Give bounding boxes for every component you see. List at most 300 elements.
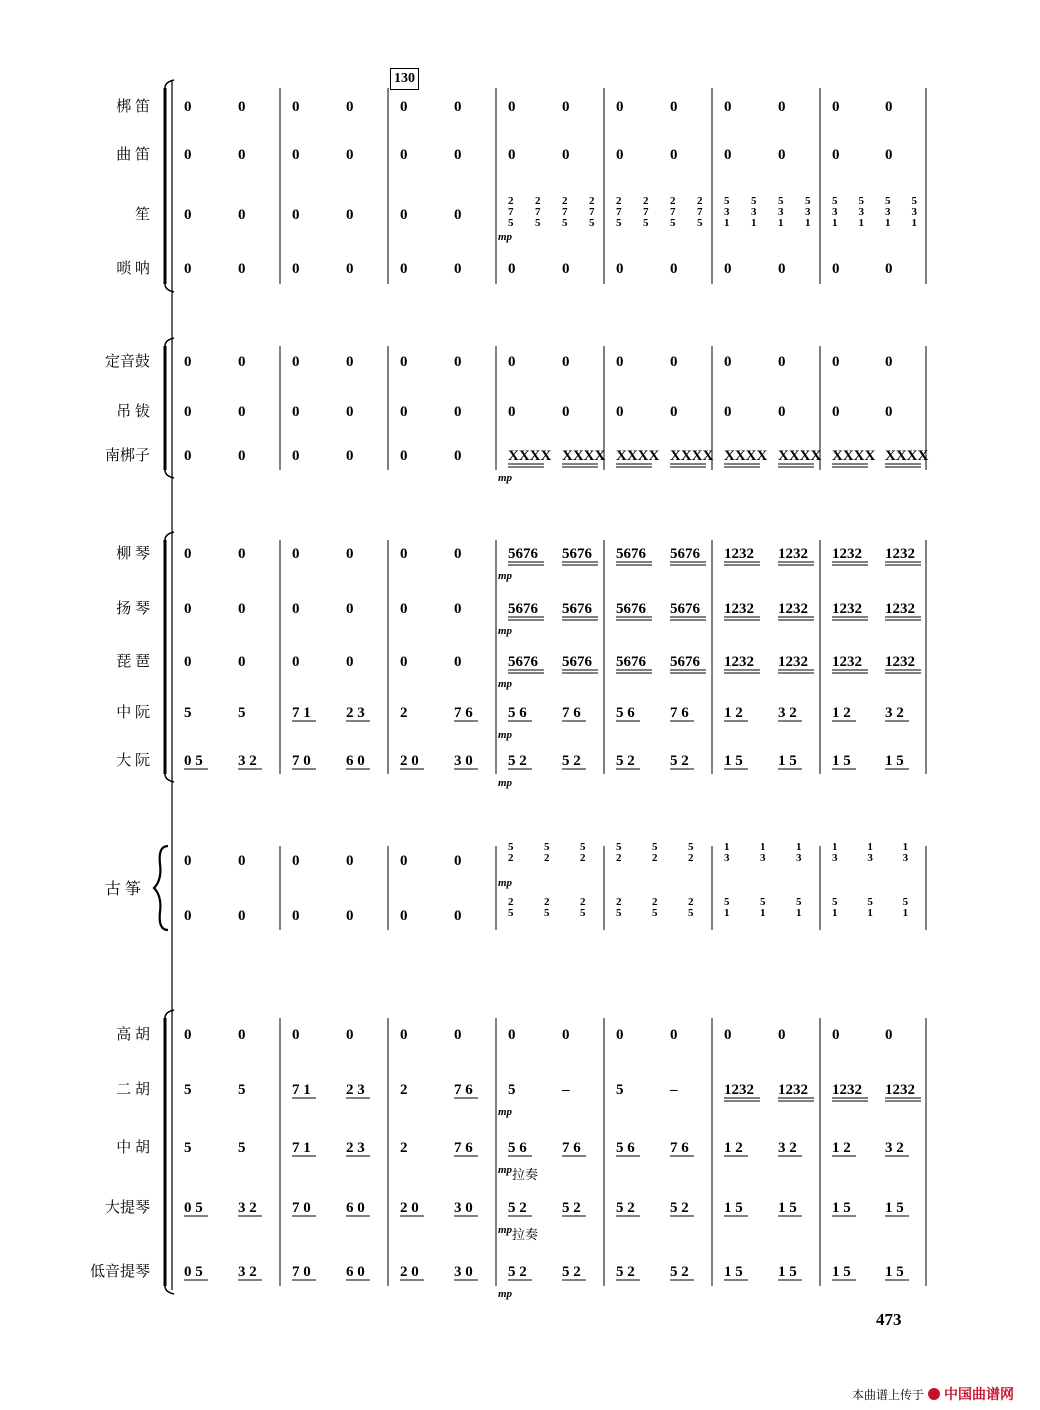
chord-note: 5 <box>580 841 586 853</box>
instrument-label: 吊 钹 <box>116 404 150 420</box>
chord-note: 2 <box>544 896 550 908</box>
chord-note: 1 <box>796 907 802 919</box>
chord-note: 3 <box>751 206 757 218</box>
chord-note: 7 <box>697 206 703 218</box>
note: 0 <box>778 1027 786 1043</box>
note: 5 2 <box>616 1200 635 1216</box>
note: 0 <box>292 853 300 869</box>
note: 0 <box>508 404 516 420</box>
note: 0 <box>292 601 300 617</box>
brace <box>154 846 168 930</box>
staff-contrabass <box>90 1262 909 1300</box>
chord-note: 5 <box>724 195 730 207</box>
note: 0 <box>454 261 462 277</box>
note: 7 0 <box>292 1264 311 1280</box>
group-winds <box>116 80 926 292</box>
note: XXXX <box>724 448 768 464</box>
chord-note: 3 <box>867 852 873 864</box>
chord-note: 1 <box>778 217 784 229</box>
note: 0 <box>346 261 354 277</box>
note: 0 <box>562 261 570 277</box>
chord-note: 5 <box>535 217 541 229</box>
note: 0 <box>346 908 354 924</box>
chord-note: 1 <box>832 217 838 229</box>
note: 1 2 <box>724 705 743 721</box>
instrument-label: 唢 呐 <box>116 261 150 277</box>
note: 0 <box>184 546 192 562</box>
instrument-label: 定音鼓 <box>104 354 150 370</box>
note: 0 <box>400 601 408 617</box>
note: 0 <box>562 1027 570 1043</box>
note: 0 <box>454 654 462 670</box>
note: 0 <box>454 908 462 924</box>
staff-daruan <box>116 752 909 789</box>
chord-note: 5 <box>508 841 514 853</box>
note: XXXX <box>562 448 606 464</box>
instrument-label: 二 胡 <box>116 1082 150 1098</box>
note: 0 <box>454 853 462 869</box>
note: 1 2 <box>832 705 851 721</box>
chord-note: 1 <box>832 907 838 919</box>
note: 5 <box>616 1082 624 1098</box>
note: 0 <box>184 207 192 223</box>
staff-gaohu <box>116 1025 892 1043</box>
note: 0 <box>778 354 786 370</box>
note: 1232 <box>832 654 862 670</box>
note: 0 <box>562 404 570 420</box>
staff-timpani <box>105 352 893 370</box>
chord-note: 5 <box>670 217 676 229</box>
note: 3 2 <box>885 1140 904 1156</box>
chord-note: 1 <box>911 217 917 229</box>
note: 5 <box>184 1140 192 1156</box>
chord-note: 5 <box>616 907 622 919</box>
note: 5 <box>508 1082 516 1098</box>
bracket-hook-top <box>165 1010 174 1018</box>
technique-mark: 拉奏 <box>512 1167 539 1182</box>
chord-note: 2 <box>616 896 622 908</box>
note: 0 <box>238 207 246 223</box>
note: 0 <box>778 99 786 115</box>
note: 0 <box>184 354 192 370</box>
note: 0 <box>616 404 624 420</box>
note: 1 5 <box>832 1264 851 1280</box>
chord-note: 3 <box>760 852 766 864</box>
staff-suona <box>116 259 892 277</box>
note: 5 6 <box>616 705 635 721</box>
chord-note: 3 <box>832 852 838 864</box>
chord-note: 1 <box>867 907 873 919</box>
note: 2 <box>400 1082 408 1098</box>
note: 2 3 <box>346 1082 365 1098</box>
note: 0 <box>508 1027 516 1043</box>
note: 5 2 <box>508 753 527 769</box>
note: 0 <box>454 404 462 420</box>
note: 0 <box>670 99 678 115</box>
instrument-label: 高 胡 <box>116 1027 150 1043</box>
note: 0 <box>184 99 192 115</box>
note: 2 <box>400 705 408 721</box>
chord-note: 5 <box>580 907 586 919</box>
chord-note: 5 <box>911 195 917 207</box>
watermark-site: 中国曲谱网 <box>944 1387 1015 1403</box>
note: 0 <box>346 448 354 464</box>
note: 0 <box>832 147 840 163</box>
note: 1232 <box>724 654 754 670</box>
chord-note: 5 <box>832 195 838 207</box>
note: 1232 <box>778 546 808 562</box>
note: 0 <box>616 99 624 115</box>
note: 1 5 <box>885 753 904 769</box>
chord-note: 5 <box>796 896 802 908</box>
dynamic-mark: mp <box>498 777 513 789</box>
site-logo-icon <box>928 1388 940 1400</box>
note: 0 <box>346 654 354 670</box>
chord-note: 2 <box>652 896 658 908</box>
chord-note: 3 <box>885 206 891 218</box>
chord-note: 1 <box>902 907 909 919</box>
note: 5 6 <box>508 705 527 721</box>
note: 2 <box>400 1140 408 1156</box>
note: 0 <box>778 404 786 420</box>
chord-note: 1 <box>832 841 838 853</box>
chord-note: 3 <box>858 206 864 218</box>
chord-note: 5 <box>616 841 622 853</box>
note: 3 2 <box>885 705 904 721</box>
note: 1232 <box>778 654 808 670</box>
instrument-label: 笙 <box>134 207 150 223</box>
chord-note: 2 <box>535 195 541 207</box>
note: 0 <box>184 147 192 163</box>
note: 0 <box>400 448 408 464</box>
note: 0 <box>184 601 192 617</box>
note: 0 <box>238 99 246 115</box>
note: 0 <box>616 261 624 277</box>
note: 0 <box>346 147 354 163</box>
note: 5 6 <box>508 1140 527 1156</box>
dynamic-mark: mp <box>498 1288 513 1300</box>
note: 7 1 <box>292 705 311 721</box>
staff-zhonghu <box>116 1138 909 1182</box>
chord-note: 5 <box>544 841 550 853</box>
bracket-hook-bottom <box>165 470 174 478</box>
chord-note: 5 <box>858 195 864 207</box>
staff-zhongruan <box>116 704 909 741</box>
note: 0 <box>184 654 192 670</box>
note: 1 5 <box>724 753 743 769</box>
note: 5 2 <box>562 1264 581 1280</box>
note: 0 <box>292 207 300 223</box>
note: 0 <box>724 354 732 370</box>
chord-note: 1 <box>724 841 730 853</box>
staff-pipa <box>116 653 921 690</box>
bracket-hook-bottom <box>165 774 174 782</box>
instrument-label: 扬 琴 <box>116 601 150 617</box>
note: 0 <box>562 147 570 163</box>
note: 0 <box>238 546 246 562</box>
note: 0 <box>616 354 624 370</box>
chord-note: 5 <box>867 896 873 908</box>
note: 1 2 <box>832 1140 851 1156</box>
dynamic-mark: mp <box>498 729 513 741</box>
note: 5 6 <box>616 1140 635 1156</box>
note: 1232 <box>885 601 915 617</box>
chord-note: 5 <box>544 907 550 919</box>
chord-note: 7 <box>589 206 595 218</box>
note: 0 <box>885 404 893 420</box>
note: 5676 <box>616 546 646 562</box>
chord-note: 7 <box>508 206 514 218</box>
note: 3 2 <box>778 705 797 721</box>
note: 7 6 <box>670 705 689 721</box>
staff-sheng <box>135 195 918 243</box>
note: 0 <box>562 99 570 115</box>
note: 0 <box>885 261 893 277</box>
note: 0 <box>238 1027 246 1043</box>
note: 0 <box>670 354 678 370</box>
chord-note: 5 <box>902 896 909 908</box>
chord-note: 5 <box>652 907 658 919</box>
note: 5676 <box>670 654 700 670</box>
note: 0 <box>454 546 462 562</box>
note: 0 <box>238 354 246 370</box>
chord-note: 5 <box>751 195 757 207</box>
chord-note: 2 <box>508 852 514 864</box>
note: 5676 <box>562 546 592 562</box>
note: 5 2 <box>616 1264 635 1280</box>
note: 1 5 <box>778 1200 797 1216</box>
note: 0 <box>400 654 408 670</box>
note: 1 5 <box>778 753 797 769</box>
note: 5 2 <box>670 753 689 769</box>
rehearsal-mark: 130 <box>390 68 419 90</box>
chord-note: 2 <box>697 195 703 207</box>
instrument-label: 低音提琴 <box>89 1264 150 1280</box>
note: 1 5 <box>778 1264 797 1280</box>
chord-note: 1 <box>867 841 873 853</box>
note: 2 0 <box>400 753 419 769</box>
chord-note: 5 <box>688 841 694 853</box>
instrument-label: 古 筝 <box>105 881 142 898</box>
note: XXXX <box>832 448 876 464</box>
chord-note: 7 <box>670 206 676 218</box>
note: 0 <box>562 354 570 370</box>
chord-note: 5 <box>562 217 568 229</box>
staff-nanbangzi <box>105 446 929 484</box>
chord-note: 2 <box>688 896 694 908</box>
note: – <box>562 1082 570 1098</box>
note: 0 <box>238 908 246 924</box>
chord-note: 5 <box>616 217 622 229</box>
chord-note: 7 <box>562 206 568 218</box>
chord-note: 3 <box>724 852 730 864</box>
note: 0 <box>346 99 354 115</box>
note: 1 5 <box>724 1264 743 1280</box>
note: 5 2 <box>508 1200 527 1216</box>
note: 0 <box>832 261 840 277</box>
note: 6 0 <box>346 1264 365 1280</box>
note: XXXX <box>885 448 929 464</box>
note: 1232 <box>832 601 862 617</box>
note: 0 <box>885 99 893 115</box>
bracket-hook-bottom <box>165 1286 174 1294</box>
note: 0 <box>454 448 462 464</box>
note: 0 5 <box>184 1200 203 1216</box>
chord-note: 7 <box>616 206 622 218</box>
note: 3 2 <box>778 1140 797 1156</box>
note: 0 <box>238 147 246 163</box>
note: 2 3 <box>346 705 365 721</box>
note: 0 <box>400 147 408 163</box>
chord-note: 5 <box>688 907 694 919</box>
note: 1232 <box>885 1082 915 1098</box>
chord-note: 2 <box>580 852 586 864</box>
dynamic-mark: mp <box>498 570 513 582</box>
chord-note: 2 <box>616 195 622 207</box>
dynamic-mark: mp <box>498 1106 513 1118</box>
group-plucked <box>116 532 926 789</box>
note: 5 2 <box>562 1200 581 1216</box>
note: 0 <box>184 853 192 869</box>
chord-note: 5 <box>508 217 514 229</box>
dynamic-mark: mp <box>498 678 513 690</box>
group-strings <box>90 1010 926 1300</box>
note: 0 <box>454 601 462 617</box>
note: 0 <box>616 1027 624 1043</box>
note: 1232 <box>778 601 808 617</box>
note: 1232 <box>832 546 862 562</box>
chord-note: 1 <box>796 841 802 853</box>
note: 0 <box>454 207 462 223</box>
note: 0 <box>292 147 300 163</box>
chord-note: 2 <box>616 852 622 864</box>
note: 0 <box>346 404 354 420</box>
chord-note: 3 <box>911 206 917 218</box>
note: 0 <box>670 404 678 420</box>
note: 5 <box>184 1082 192 1098</box>
group-percussion <box>105 338 929 484</box>
note: 0 <box>778 261 786 277</box>
note: 0 <box>238 448 246 464</box>
note: 0 <box>238 654 246 670</box>
note: 0 <box>184 261 192 277</box>
note: 0 <box>184 404 192 420</box>
bracket-hook-bottom <box>165 284 174 292</box>
dynamic-mark: mp <box>498 877 513 889</box>
note: 0 <box>885 147 893 163</box>
chord-note: 3 <box>778 206 784 218</box>
chord-note: 3 <box>832 206 838 218</box>
note: 0 <box>238 261 246 277</box>
note: 0 <box>832 99 840 115</box>
note: 5 2 <box>562 753 581 769</box>
chord-note: 1 <box>858 217 864 229</box>
note: 0 <box>616 147 624 163</box>
dynamic-mark: mp <box>498 1164 513 1176</box>
note: 3 0 <box>454 1264 473 1280</box>
staff-bangdi <box>116 97 892 115</box>
note: 1232 <box>885 546 915 562</box>
staff-qudi <box>116 146 892 163</box>
chord-note: 3 <box>796 852 802 864</box>
chord-note: 1 <box>724 217 730 229</box>
chord-note: 2 <box>544 852 550 864</box>
instrument-label: 大提琴 <box>104 1200 150 1216</box>
note: 0 <box>724 404 732 420</box>
note: 3 2 <box>238 753 257 769</box>
note: 0 <box>292 546 300 562</box>
note: 0 <box>400 1027 408 1043</box>
note: 1 5 <box>885 1200 904 1216</box>
note: 5 <box>184 705 192 721</box>
watermark <box>852 1384 1014 1404</box>
note: 0 <box>832 354 840 370</box>
note: 5 <box>238 705 246 721</box>
note: XXXX <box>778 448 822 464</box>
note: 3 2 <box>238 1200 257 1216</box>
note: 0 <box>724 99 732 115</box>
chord-note: 7 <box>643 206 649 218</box>
dynamic-mark: mp <box>498 1224 513 1236</box>
note: 0 <box>670 261 678 277</box>
chord-note: 1 <box>724 907 730 919</box>
note: 5 <box>238 1082 246 1098</box>
chord-note: 5 <box>652 841 658 853</box>
staff-cymbal <box>116 402 892 420</box>
note: 5676 <box>508 654 538 670</box>
chord-note: 1 <box>751 217 757 229</box>
note: 7 6 <box>454 1082 473 1098</box>
page-number: 473 <box>876 1310 902 1329</box>
chord-note: 1 <box>760 907 766 919</box>
note: 1 5 <box>832 1200 851 1216</box>
note: 5 2 <box>508 1264 527 1280</box>
note: 0 <box>454 354 462 370</box>
bracket-hook-top <box>165 338 174 346</box>
note: 0 <box>832 1027 840 1043</box>
note: 1 5 <box>832 753 851 769</box>
chord-note: 3 <box>805 206 811 218</box>
chord-note: 5 <box>697 217 703 229</box>
chord-note: 5 <box>589 217 595 229</box>
chord-note: 2 <box>562 195 568 207</box>
chord-note: 2 <box>589 195 595 207</box>
note: XXXX <box>508 448 552 464</box>
dynamic-mark: mp <box>498 472 513 484</box>
note: 0 <box>724 1027 732 1043</box>
note: 0 <box>292 654 300 670</box>
note: 1232 <box>778 1082 808 1098</box>
chord-note: 1 <box>805 217 811 229</box>
note: 0 <box>184 1027 192 1043</box>
note: 1 2 <box>724 1140 743 1156</box>
note: 1 5 <box>724 1200 743 1216</box>
instrument-label: 柳 琴 <box>116 546 150 562</box>
note: 1 5 <box>885 1264 904 1280</box>
chord-note: 3 <box>902 852 909 864</box>
group-guzheng <box>105 841 926 930</box>
note: 0 <box>292 99 300 115</box>
chord-note: 2 <box>688 852 694 864</box>
note: 0 <box>238 404 246 420</box>
chord-note: 5 <box>643 217 649 229</box>
note: 0 <box>454 1027 462 1043</box>
note: 5 <box>238 1140 246 1156</box>
note: 0 <box>346 207 354 223</box>
note: 0 <box>778 147 786 163</box>
note: 6 0 <box>346 753 365 769</box>
chord-note: 2 <box>643 195 649 207</box>
